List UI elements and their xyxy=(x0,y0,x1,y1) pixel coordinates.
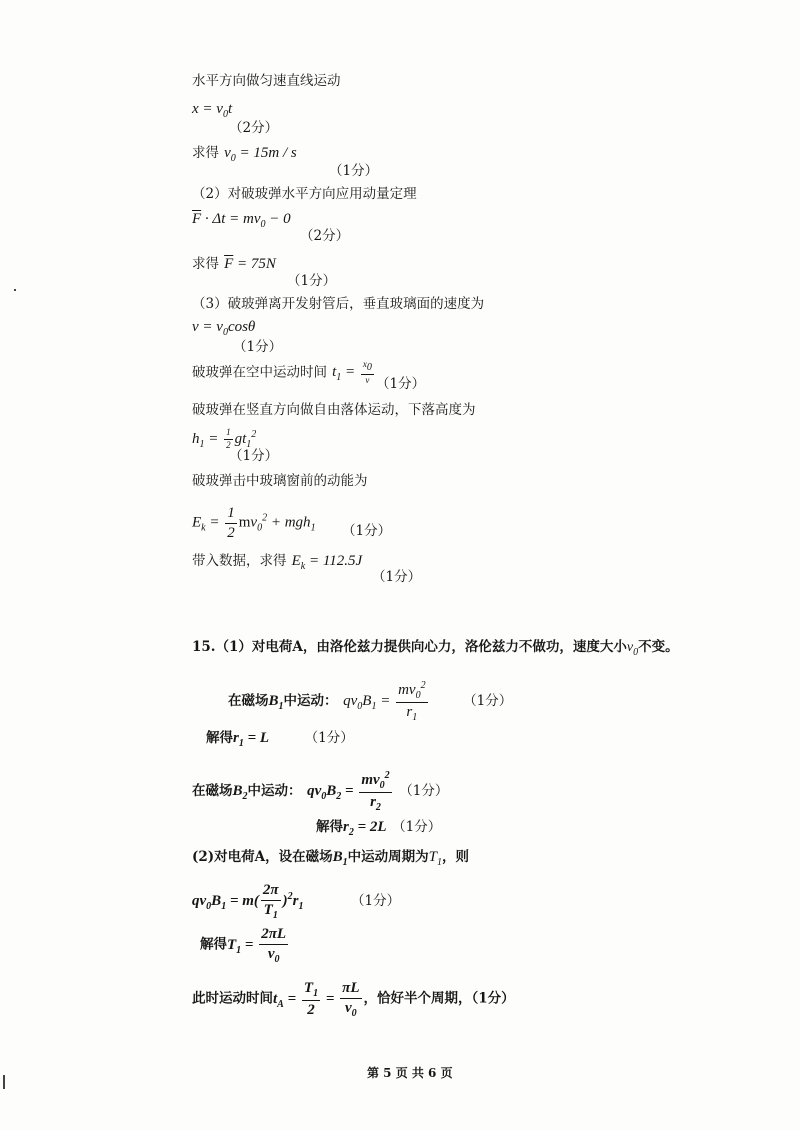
q15-t1-line: $qv_0B_1 = m$( $\frac{2\pi}{T_1}$ )$^2r_1$ （1分） xyxy=(192,882,401,921)
score-label: （1分） xyxy=(399,782,449,799)
score-label: （1分） xyxy=(463,692,513,709)
text-prefix: 求得 xyxy=(192,256,219,272)
score-label: （1分） xyxy=(287,273,337,289)
q15-r2-line: 解得$r_2 = 2L$ （1分） xyxy=(316,819,442,838)
text-line: 破玻弹击中玻璃窗前的动能为 xyxy=(192,473,368,489)
equation: $v = v_0\cos\theta$ xyxy=(192,319,256,338)
score-label: （1分） xyxy=(233,339,283,355)
equation: $\overline{F} \cdot \Delta t = mv_0 - 0$ xyxy=(192,211,291,230)
score-label: （1分） xyxy=(304,730,354,746)
result-line: 破玻弹在空中运动时间 $t_1$ = $\frac{x_0}{v}$ xyxy=(192,359,372,385)
score-label: （1分） xyxy=(351,892,401,909)
text-prefix: 此时运动时间 xyxy=(192,990,273,1007)
scan-edge-mark xyxy=(14,289,16,291)
q15-r1-line: 解得$r_1 = L$ （1分） xyxy=(206,730,354,749)
equation: $x = v_0t$ xyxy=(192,101,233,120)
q15-b2-line: 在磁场$B_2$中运动： $qv_0B_2$ = $\frac{mv_0^2}{r_2}$ （1分） xyxy=(192,770,449,813)
text-prefix: 解得 xyxy=(316,819,343,835)
text-prefix: 解得 xyxy=(206,730,233,746)
result-line: 求得 $v_0 = 15m / s$ xyxy=(192,145,297,164)
q15-intro: 15.（1）对电荷A，由洛伦兹力提供向心力，洛伦兹力不做功，速度大小$v_0$不变。 xyxy=(192,639,679,658)
page-number: 第 5 页 共 6 页 xyxy=(367,1066,453,1080)
scan-edge-mark xyxy=(3,1075,5,1089)
text-prefix: 求得 xyxy=(192,145,219,161)
result-line: 带入数据，求得 $E_k = 112.5J$ xyxy=(192,553,363,572)
q15-b1-line: 在磁场$B_1$中运动： $qv_0B_1$ = $\frac{mv_0^2}{r_1}$ （1分） xyxy=(228,680,513,723)
equation: $E_k$ = $\frac{1}{2}$ $mv_0^2 + mgh_1$ xyxy=(192,505,316,541)
equation: $h_1$ = $\frac{1}{2}$ $gt_1^2$ xyxy=(192,427,257,450)
score-label: （1分） xyxy=(229,448,279,464)
text-line: 水平方向做匀速直线运动 xyxy=(192,73,341,89)
q15-intro-prefix: 15.（1）对电荷A，由洛伦兹力提供向心力，洛伦兹力不做功，速度大小 xyxy=(192,639,627,655)
score-label: （1分） xyxy=(392,819,442,835)
score-label: （2分） xyxy=(300,228,350,244)
text-prefix: 破玻弹在空中运动时间 xyxy=(192,364,327,381)
q15-t1-solution: 解得$T_1$ = $\frac{2\pi L}{v_0}$ xyxy=(200,926,287,965)
score-label: （1分） xyxy=(342,523,392,539)
text-suffix: ，恰好半个周期，（1分） xyxy=(363,990,515,1007)
text-prefix: 带入数据，求得 xyxy=(192,553,287,569)
result-line: 求得 $\overline{F} = 75N$ xyxy=(192,256,276,272)
text-line: （2）对破玻弹水平方向应用动量定理 xyxy=(192,186,417,202)
text-prefix: 解得 xyxy=(200,936,227,953)
q15-part2-intro: (2)对电荷A，设在磁场$B_1$中运动周期为$T_1$，则 xyxy=(192,849,470,868)
text-line: （3）破玻弹离开发射管后，垂直玻璃面的速度为 xyxy=(192,296,485,312)
score-label: （1分） xyxy=(329,163,379,179)
score-label: （1分） xyxy=(376,376,426,392)
q15-intro-suffix: 不变。 xyxy=(638,639,679,655)
score-label: （1分） xyxy=(372,569,422,585)
score-label: （2分） xyxy=(229,120,279,136)
q15-ta-line: 此时运动时间$t_A$ = $\frac{T_1}{2}$ = $\frac{\pi L}{v_0}$ ，恰好半个周期，（1分） xyxy=(192,980,515,1019)
text-line: 破玻弹在竖直方向做自由落体运动，下落高度为 xyxy=(192,402,476,418)
